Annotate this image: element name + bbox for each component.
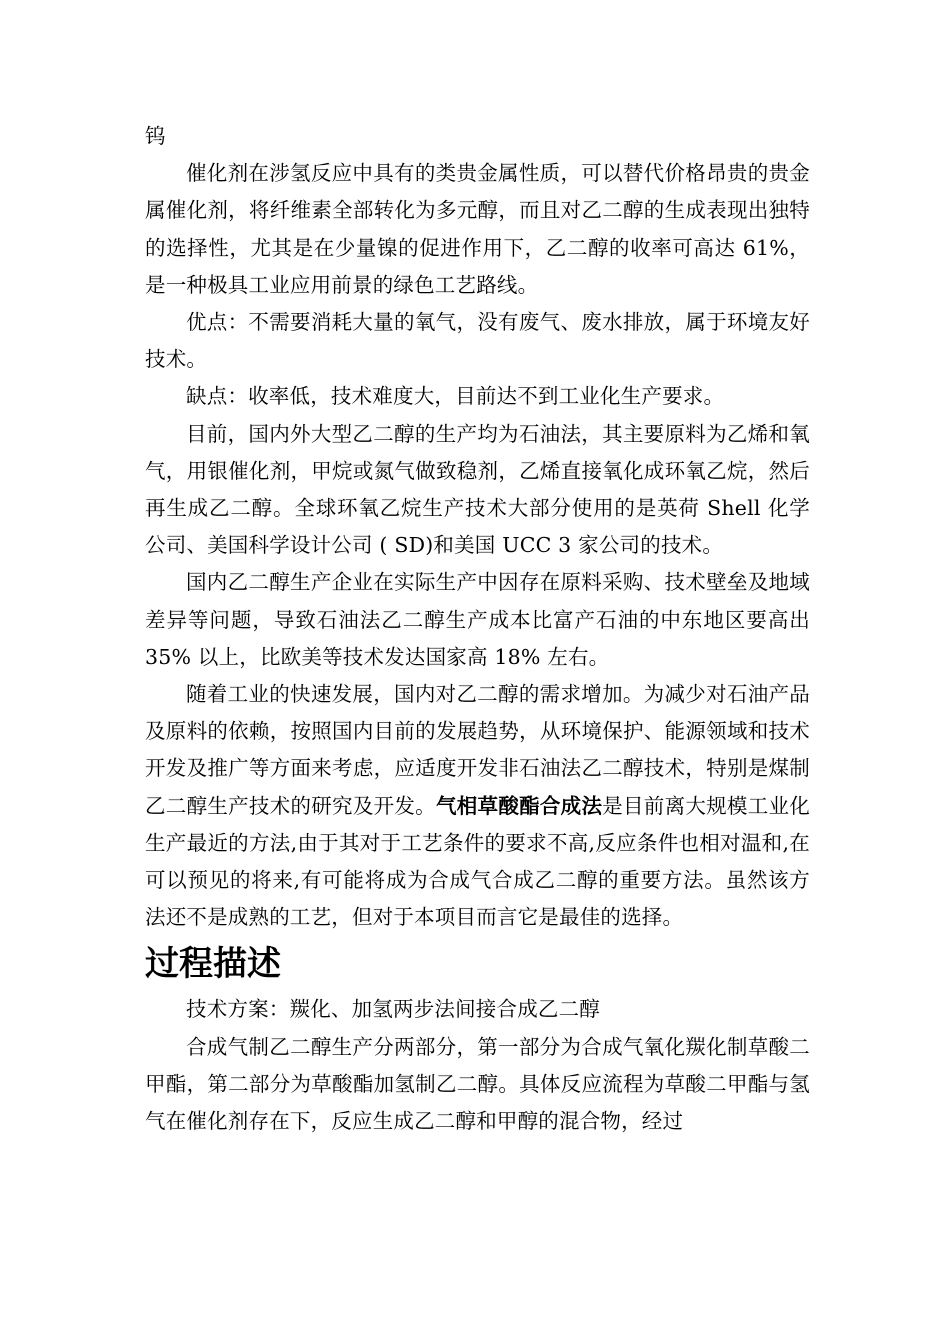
paragraph-text: 是目前离大规模工业化生产最近的方法,由于其对于工艺条件的要求不高,反应条件也相对温和,在可以预见的将来,有可能将成为合成气合成乙二醇的重要方法。虽然该方法还不是成熟的工艺，但对于本项目而言它是最佳的选择。	[145, 793, 810, 930]
paragraph-text: 随着工业的快速发展，国内对乙二醇的需求增加。为减少对石油产品及原料的依赖，按照国内目前的发展趋势，从环境保护、能源领域和技术开发及推广等方面来考虑，应适度开发非石油法乙二醇技术，特别是煤制乙二醇生产技术的研究及开发。	[145, 682, 810, 818]
emphasis-text: 气相草酸酯合成法	[435, 793, 603, 818]
paragraph: 目前，国内外大型乙二醇的生产均为石油法，其主要原料为乙烯和氧气，用银催化剂，甲烷或氮气做致稳剂，乙烯直接氧化成环氧乙烷，然后再生成乙二醇。全球环氧乙烷生产技术大部分使用的是英荷 Shell 化学公司、美国科学设计公司 ( SD)和美国 UCC 3 家公司的技术。	[145, 421, 810, 558]
paragraph: 钨	[145, 124, 166, 148]
paragraph: 国内乙二醇生产企业在实际生产中因存在原料采购、技术壁垒及地域差异等问题，导致石油法乙二醇生产成本比富产石油的中东地区要高出 35% 以上，比欧美等技术发达国家高 18% 左右。	[145, 570, 810, 669]
section-heading: 过程描述	[145, 944, 281, 985]
paragraph-with-emphasis	[145, 676, 810, 936]
paragraph: 缺点：收率低，技术难度大，目前达不到工业化生产要求。	[186, 384, 725, 409]
paragraph: 优点：不需要消耗大量的氧气，没有废气、废水排放，属于环境友好技术。	[145, 310, 810, 372]
paragraph: 技术方案：羰化、加氢两步法间接合成乙二醇	[186, 997, 600, 1022]
paragraph: 合成气制乙二醇生产分两部分，第一部分为合成气氧化羰化制草酸二甲酯，第二部分为草酸酯加氢制乙二醇。具体反应流程为草酸二甲酯与氢气在催化剂存在下，反应生成乙二醇和甲醇的混合物，经过	[145, 1034, 810, 1134]
document-body	[145, 118, 810, 1140]
paragraph: 催化剂在涉氢反应中具有的类贵金属性质，可以替代价格昂贵的贵金属催化剂，将纤维素全部转化为多元醇，而且对乙二醇的生成表现出独特的选择性，尤其是在少量镍的促进作用下，乙二醇的收率可高达 61%， 是一种极具工业应用前景的绿色工艺路线。	[145, 161, 810, 297]
